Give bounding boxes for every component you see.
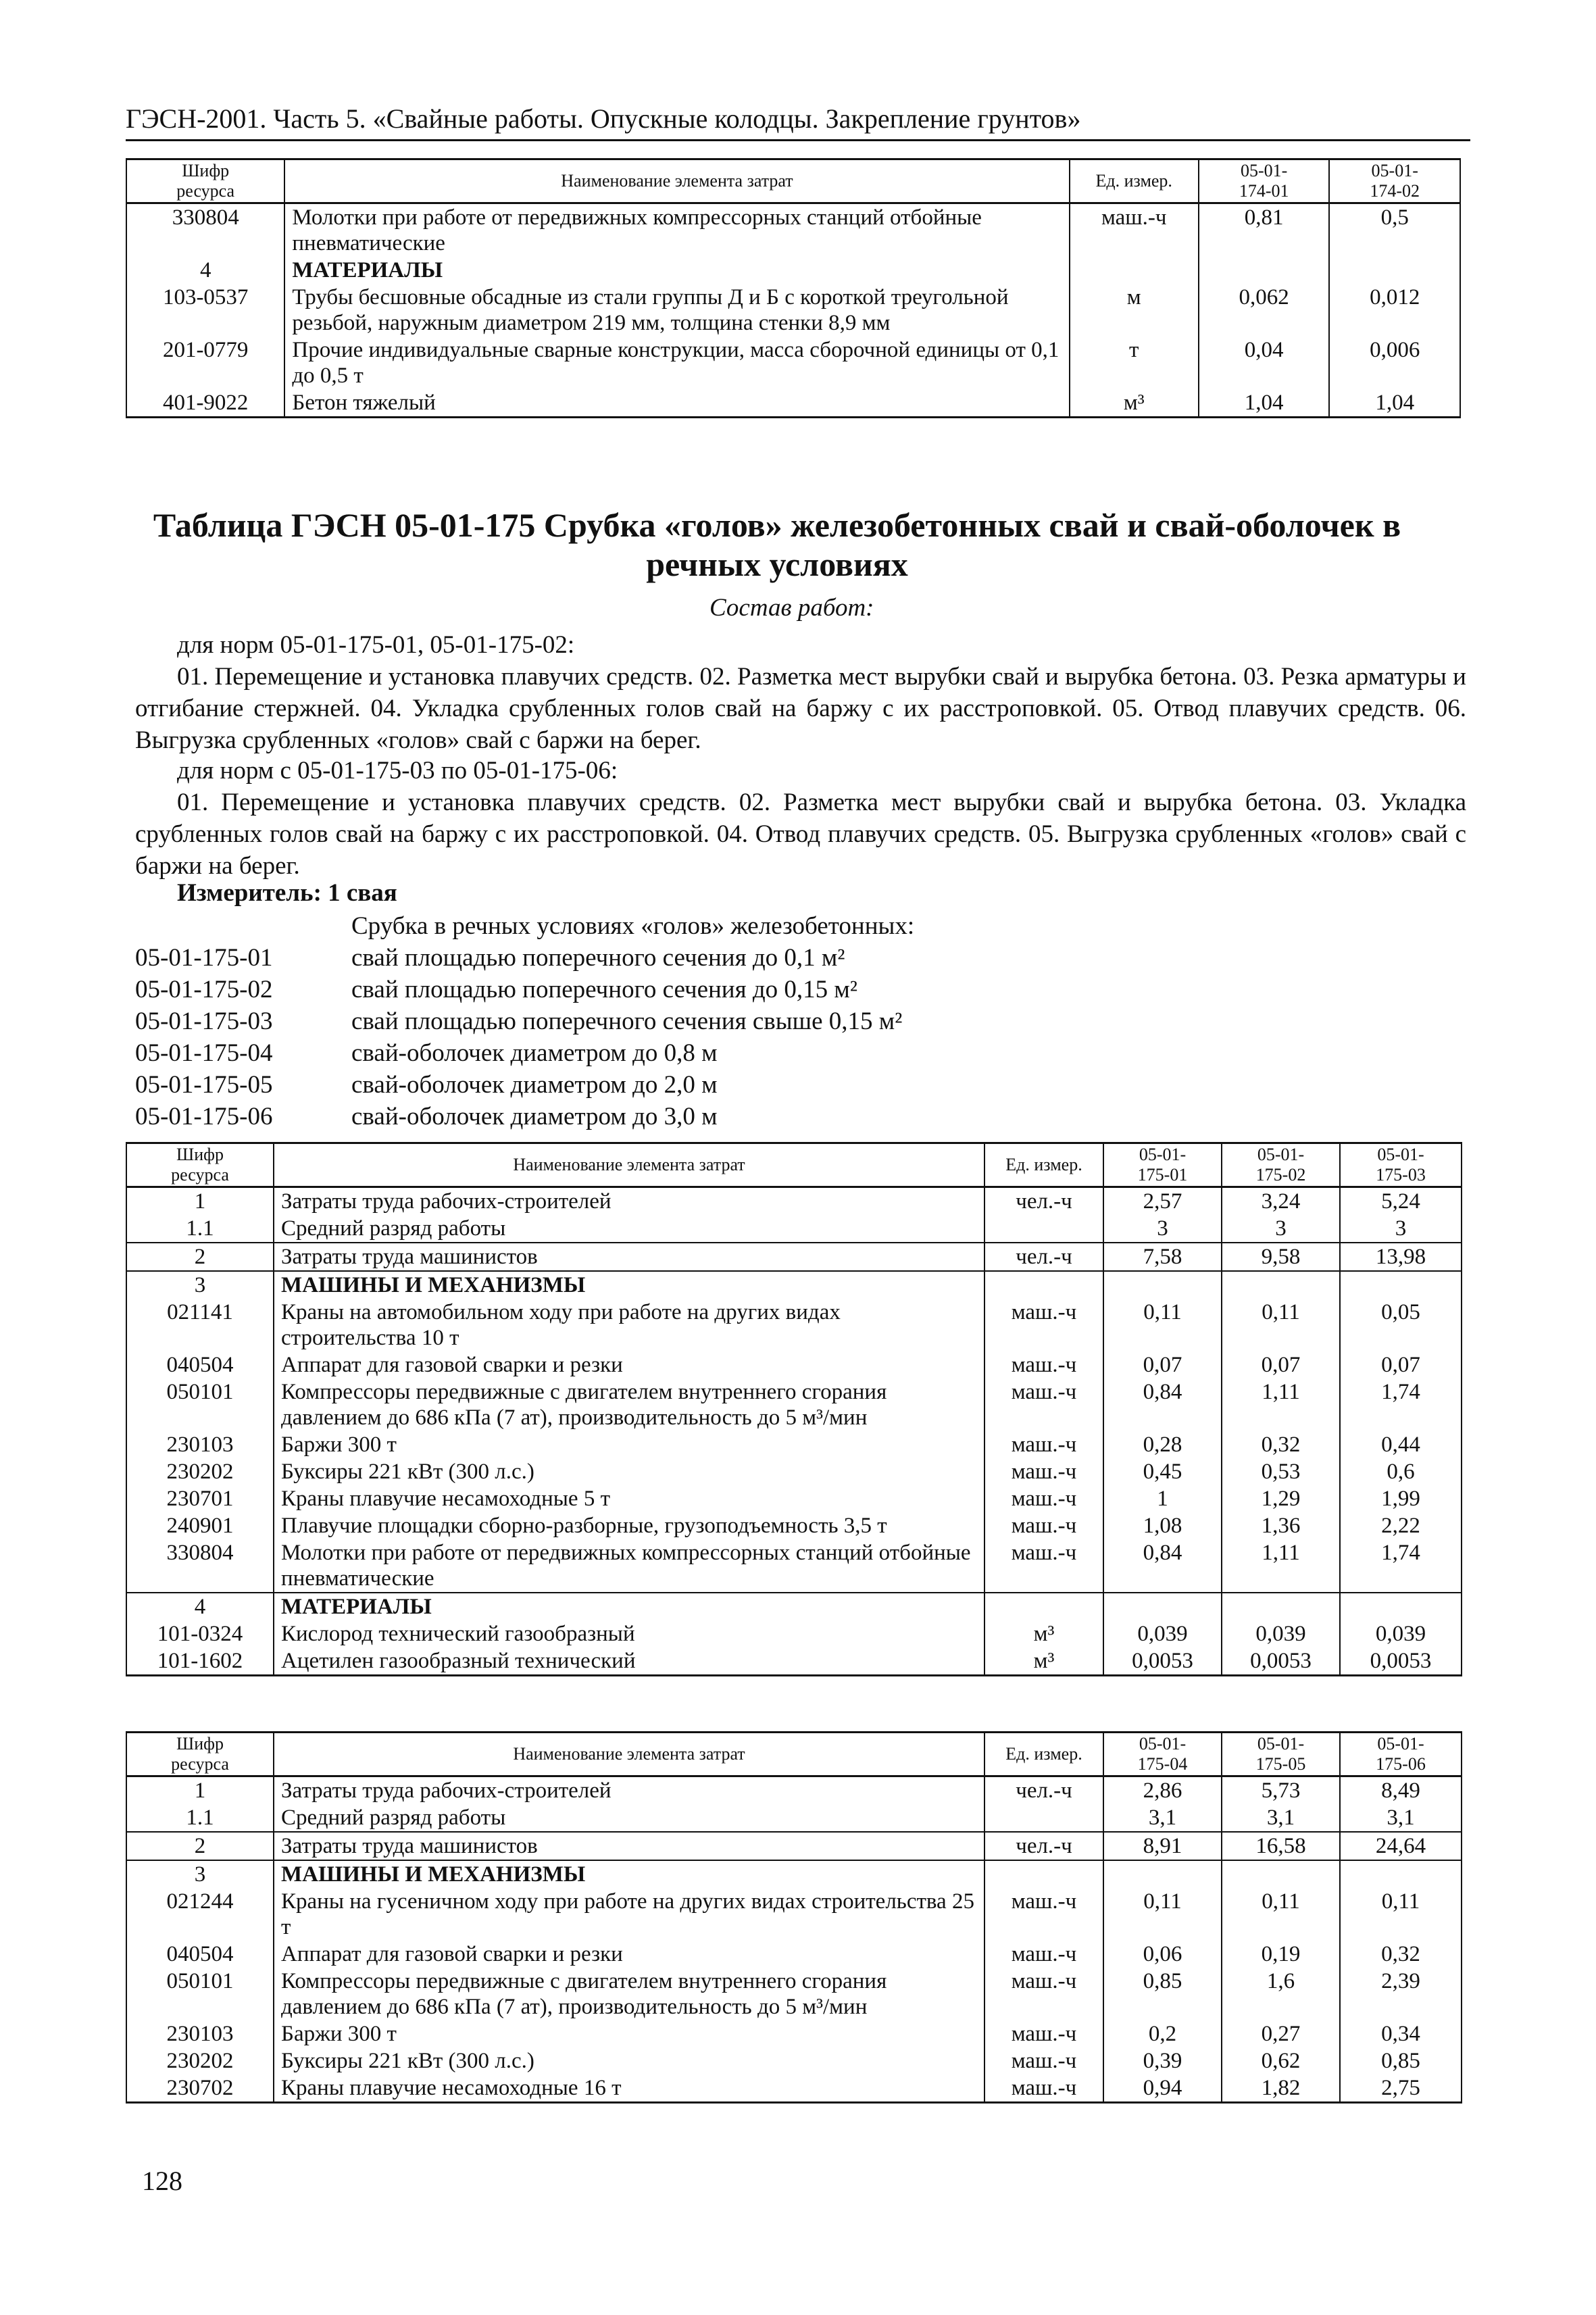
value-cell: 0,0053 <box>1222 1647 1340 1676</box>
unit-cell: чел.-ч <box>984 1776 1103 1805</box>
section-row <box>126 257 1460 284</box>
unit-cell: чел.-ч <box>984 1187 1103 1216</box>
element-name: Трубы бесшовные обсадные из стали группы Д и Б с короткой треугольной резьбой, наружным диаметром 219 мм, толщина стенки 8,9 мм <box>284 284 1069 337</box>
unit-cell: м³ <box>984 1647 1103 1676</box>
header-element-name: Наименование элемента затрат <box>274 1733 984 1776</box>
table-row <box>126 337 1460 389</box>
table-row <box>126 1485 1462 1512</box>
norm-code: 05-01-175-05 <box>135 1071 273 1099</box>
element-name: Компрессоры передвижные с двигателем внутреннего сгорания давлением до 686 кПа (7 ат), производительность до 5 м³/мин <box>274 1378 984 1431</box>
element-name: МАШИНЫ И МЕХАНИЗМЫ <box>274 1271 984 1299</box>
unit-cell: м <box>1070 284 1199 337</box>
unit-cell: маш.-ч <box>984 2047 1103 2074</box>
norms-list <box>135 942 902 1132</box>
value-cell: 0,039 <box>1222 1620 1340 1647</box>
resource-code: 401-9022 <box>126 389 284 418</box>
table-row <box>126 1776 1462 1805</box>
work-composition-label: Состав работ: <box>709 594 874 622</box>
value-cell: 0,62 <box>1222 2047 1340 2074</box>
header-text: 175-01 <box>1137 1165 1188 1185</box>
value-cell <box>1340 1593 1462 1620</box>
header-text: 05-01- <box>1371 161 1418 180</box>
header-rule <box>126 139 1470 141</box>
resource-code: 101-0324 <box>126 1620 274 1647</box>
value-cell <box>1340 1860 1462 1888</box>
value-cell <box>1329 257 1460 284</box>
header-text: 175-03 <box>1376 1165 1426 1185</box>
value-cell: 0,062 <box>1199 284 1330 337</box>
norm-code: 05-01-175-01 <box>135 944 273 972</box>
norm-code: 05-01-175-04 <box>135 1039 273 1067</box>
header-element-name: Наименование элемента затрат <box>274 1143 984 1187</box>
table-header-row <box>126 1733 1462 1776</box>
element-name: Краны на гусеничном ходу при работе на других видах строительства 25 т <box>274 1888 984 1941</box>
value-cell: 2,39 <box>1340 1968 1462 2020</box>
table-row <box>126 1941 1462 1968</box>
value-cell: 3,24 <box>1222 1187 1340 1216</box>
value-cell: 0,11 <box>1340 1888 1462 1941</box>
value-cell: 3,1 <box>1103 1804 1222 1832</box>
resource-table-174 <box>126 158 1461 418</box>
value-cell: 0,11 <box>1222 1888 1340 1941</box>
table-row <box>126 284 1460 337</box>
element-name: МАТЕРИАЛЫ <box>284 257 1069 284</box>
value-cell: 1,08 <box>1103 1512 1222 1539</box>
element-name: Затраты труда машинистов <box>274 1832 984 1860</box>
table-header-row <box>126 159 1460 203</box>
value-cell: 0,85 <box>1340 2047 1462 2074</box>
value-cell: 1,6 <box>1222 1968 1340 2020</box>
value-cell: 0,006 <box>1329 337 1460 389</box>
element-name: Баржи 300 т <box>274 2020 984 2047</box>
value-cell: 0,6 <box>1340 1458 1462 1485</box>
header-text: 05-01- <box>1377 1145 1424 1164</box>
value-cell: 0,27 <box>1222 2020 1340 2047</box>
resource-code: 3 <box>126 1271 274 1299</box>
table-row <box>126 1351 1462 1378</box>
section-row <box>126 1271 1462 1299</box>
table-row <box>126 1968 1462 2020</box>
header-text: 174-01 <box>1239 181 1289 201</box>
resource-code: 330804 <box>126 203 284 257</box>
resource-code: 103-0537 <box>126 284 284 337</box>
value-cell: 0,07 <box>1222 1351 1340 1378</box>
unit-cell: маш.-ч <box>984 2020 1103 2047</box>
table-row <box>126 1378 1462 1431</box>
norm-item <box>135 974 902 1005</box>
resource-code: 2 <box>126 1243 274 1271</box>
element-name: Аппарат для газовой сварки и резки <box>274 1351 984 1378</box>
table-row <box>126 1187 1462 1216</box>
unit-cell: маш.-ч <box>984 1968 1103 2020</box>
value-cell: 0,84 <box>1103 1539 1222 1593</box>
running-header: ГЭСН-2001. Часть 5. «Свайные работы. Опускные колодцы. Закрепление грунтов» <box>126 103 1081 134</box>
header-resource-code <box>126 1143 274 1187</box>
value-cell: 0,53 <box>1222 1458 1340 1485</box>
resource-code: 3 <box>126 1860 274 1888</box>
norms-group1-text: 01. Перемещение и установка плавучих средств. 02. Разметка мест вырубки свай и вырубка бетона. 03. Резка арматуры и отгибание стержней. 04. Укладка срубленных голов свай на баржу с их расстроповкой. 05. Отвод плавучих средств. 06. Выгрузка срубленных «голов» свай с баржи на берег. <box>135 663 1466 754</box>
value-cell: 0,04 <box>1199 337 1330 389</box>
value-cell: 24,64 <box>1340 1832 1462 1860</box>
value-cell: 2,86 <box>1103 1776 1222 1805</box>
table-row <box>126 1647 1462 1676</box>
value-cell: 1,74 <box>1340 1378 1462 1431</box>
value-cell: 0,44 <box>1340 1431 1462 1458</box>
table-row <box>126 2074 1462 2103</box>
resource-code: 050101 <box>126 1968 274 2020</box>
unit-cell <box>984 1860 1103 1888</box>
value-cell: 0,5 <box>1329 203 1460 257</box>
table-row <box>126 2020 1462 2047</box>
table-row <box>126 203 1460 257</box>
table-header-row <box>126 1143 1462 1187</box>
value-cell: 5,24 <box>1340 1187 1462 1216</box>
header-text: 05-01- <box>1257 1734 1305 1753</box>
norm-description: свай-оболочек диаметром до 0,8 м <box>351 1039 718 1067</box>
resource-code: 240901 <box>126 1512 274 1539</box>
table-row <box>126 1243 1462 1271</box>
header-text: Шифр <box>176 1734 224 1753</box>
resource-code: 230202 <box>126 2047 274 2074</box>
element-name: МАШИНЫ И МЕХАНИЗМЫ <box>274 1860 984 1888</box>
resource-code: 101-1602 <box>126 1647 274 1676</box>
value-cell <box>1103 1271 1222 1299</box>
value-cell: 9,58 <box>1222 1243 1340 1271</box>
unit-cell: маш.-ч <box>984 1888 1103 1941</box>
value-cell: 0,39 <box>1103 2047 1222 2074</box>
norm-description: свай площадью поперечного сечения свыше 0,15 м² <box>351 1007 903 1035</box>
resource-table-175-b <box>126 1731 1462 2104</box>
norm-code: 05-01-175-06 <box>135 1103 273 1130</box>
resource-code: 330804 <box>126 1539 274 1593</box>
resource-code: 040504 <box>126 1941 274 1968</box>
element-name: Буксиры 221 кВт (300 л.с.) <box>274 2047 984 2074</box>
value-cell: 1,04 <box>1329 389 1460 418</box>
value-cell: 16,58 <box>1222 1832 1340 1860</box>
value-cell: 0,94 <box>1103 2074 1222 2103</box>
unit-cell: маш.-ч <box>984 2074 1103 2103</box>
norm-item <box>135 1037 902 1069</box>
value-cell: 1,82 <box>1222 2074 1340 2103</box>
resource-code: 230702 <box>126 2074 274 2103</box>
norm-code: 05-01-175-03 <box>135 1007 273 1035</box>
value-cell: 1,29 <box>1222 1485 1340 1512</box>
header-text: 05-01- <box>1139 1734 1187 1753</box>
element-name: Аппарат для газовой сварки и резки <box>274 1941 984 1968</box>
value-cell: 0,34 <box>1340 2020 1462 2047</box>
table-row <box>126 1888 1462 1941</box>
table-row <box>126 1299 1462 1351</box>
value-cell: 2,57 <box>1103 1187 1222 1216</box>
norm-item <box>135 1005 902 1037</box>
norm-code: 05-01-175-02 <box>135 976 273 1003</box>
header-norm-code <box>1222 1733 1340 1776</box>
header-text: 05-01- <box>1377 1734 1424 1753</box>
value-cell <box>1340 1271 1462 1299</box>
value-cell <box>1222 1271 1340 1299</box>
unit-cell: маш.-ч <box>984 1431 1103 1458</box>
header-norm-code <box>1103 1143 1222 1187</box>
value-cell: 0,11 <box>1103 1888 1222 1941</box>
element-name: Буксиры 221 кВт (300 л.с.) <box>274 1458 984 1485</box>
norm-item <box>135 1069 902 1101</box>
norms-group2-label: для норм с 05-01-175-03 по 05-01-175-06: <box>177 757 618 785</box>
resource-table-175-a <box>126 1142 1462 1676</box>
header-text: 05-01- <box>1241 161 1288 180</box>
value-cell: 0,19 <box>1222 1941 1340 1968</box>
table-row <box>126 1832 1462 1860</box>
resource-code: 1.1 <box>126 1804 274 1832</box>
table-row <box>126 389 1460 418</box>
header-text: 175-02 <box>1255 1165 1306 1185</box>
element-name: Плавучие площадки сборно-разборные, грузоподъемность 3,5 т <box>274 1512 984 1539</box>
header-text: 174-02 <box>1370 181 1420 201</box>
unit-cell: м³ <box>1070 389 1199 418</box>
header-norm-code <box>1340 1143 1462 1187</box>
resource-code: 4 <box>126 257 284 284</box>
norms-group2-text: 01. Перемещение и установка плавучих средств. 02. Разметка мест вырубки свай и вырубка бетона. 03. Укладка срубленных голов свай на баржу с их расстроповкой. 04. Отвод плавучих средств. 05. Выгрузка срубленных «голов» свай с баржи на берег. <box>135 789 1466 880</box>
value-cell: 0,32 <box>1222 1431 1340 1458</box>
unit-cell: маш.-ч <box>984 1539 1103 1593</box>
element-name: Молотки при работе от передвижных компрессорных станций отбойные пневматические <box>284 203 1069 257</box>
unit-cell: маш.-ч <box>984 1378 1103 1431</box>
header-unit: Ед. измер. <box>1070 159 1199 203</box>
value-cell <box>1103 1593 1222 1620</box>
value-cell: 2,75 <box>1340 2074 1462 2103</box>
header-text: 05-01- <box>1257 1145 1305 1164</box>
unit-cell: чел.-ч <box>984 1243 1103 1271</box>
resource-code: 040504 <box>126 1351 274 1378</box>
table-row <box>126 1620 1462 1647</box>
unit-cell <box>984 1804 1103 1832</box>
resource-code: 1 <box>126 1776 274 1805</box>
resource-code: 2 <box>126 1832 274 1860</box>
value-cell: 1,36 <box>1222 1512 1340 1539</box>
header-text: Шифр <box>176 1145 224 1164</box>
header-resource-code <box>126 159 284 203</box>
element-name: Кислород технический газообразный <box>274 1620 984 1647</box>
header-norm-code <box>1329 159 1460 203</box>
value-cell: 8,91 <box>1103 1832 1222 1860</box>
table-row <box>126 1215 1462 1243</box>
header-element-name: Наименование элемента затрат <box>284 159 1069 203</box>
unit-cell: маш.-ч <box>984 1458 1103 1485</box>
table-row <box>126 1804 1462 1832</box>
unit-cell <box>1070 257 1199 284</box>
value-cell: 7,58 <box>1103 1243 1222 1271</box>
element-name: Баржи 300 т <box>274 1431 984 1458</box>
element-name: Краны на автомобильном ходу при работе на других видах строительства 10 т <box>274 1299 984 1351</box>
value-cell: 0,84 <box>1103 1378 1222 1431</box>
value-cell: 0,07 <box>1103 1351 1222 1378</box>
value-cell: 5,73 <box>1222 1776 1340 1805</box>
value-cell: 0,07 <box>1340 1351 1462 1378</box>
resource-code: 1.1 <box>126 1215 274 1243</box>
unit-cell: маш.-ч <box>984 1299 1103 1351</box>
value-cell: 3 <box>1103 1215 1222 1243</box>
resource-code: 050101 <box>126 1378 274 1431</box>
value-cell: 1,74 <box>1340 1539 1462 1593</box>
value-cell: 0,32 <box>1340 1941 1462 1968</box>
value-cell: 1,11 <box>1222 1378 1340 1431</box>
section-row <box>126 1860 1462 1888</box>
value-cell: 0,012 <box>1329 284 1460 337</box>
unit-cell <box>984 1593 1103 1620</box>
value-cell <box>1103 1860 1222 1888</box>
table-title: Таблица ГЭСН 05-01-175 Срубка «голов» железобетонных свай и свай-оболочек в речных условиях <box>153 506 1401 583</box>
norm-description: свай площадью поперечного сечения до 0,15 м² <box>351 976 857 1003</box>
value-cell: 0,85 <box>1103 1968 1222 2020</box>
value-cell <box>1222 1593 1340 1620</box>
norms-intro: Срубка в речных условиях «голов» железобетонных: <box>351 912 915 940</box>
header-text: ресурса <box>171 1165 229 1185</box>
header-unit: Ед. измер. <box>984 1143 1103 1187</box>
element-name: Затраты труда рабочих-строителей <box>274 1776 984 1805</box>
norm-description: свай площадью поперечного сечения до 0,1 м² <box>351 944 845 972</box>
value-cell: 13,98 <box>1340 1243 1462 1271</box>
unit-cell: маш.-ч <box>984 1351 1103 1378</box>
header-text: ресурса <box>176 181 235 201</box>
table-row <box>126 1458 1462 1485</box>
value-cell: 0,05 <box>1340 1299 1462 1351</box>
norms-group1-label: для норм 05-01-175-01, 05-01-175-02: <box>177 631 575 659</box>
unit-cell: м³ <box>984 1620 1103 1647</box>
header-norm-code <box>1199 159 1330 203</box>
element-name: МАТЕРИАЛЫ <box>274 1593 984 1620</box>
value-cell: 2,22 <box>1340 1512 1462 1539</box>
resource-code: 021244 <box>126 1888 274 1941</box>
resource-code: 201-0779 <box>126 337 284 389</box>
resource-code: 4 <box>126 1593 274 1620</box>
value-cell: 8,49 <box>1340 1776 1462 1805</box>
resource-code: 021141 <box>126 1299 274 1351</box>
element-name: Средний разряд работы <box>274 1804 984 1832</box>
element-name: Бетон тяжелый <box>284 389 1069 418</box>
value-cell: 0,81 <box>1199 203 1330 257</box>
measure-unit: Измеритель: 1 свая <box>177 879 397 907</box>
element-name: Прочие индивидуальные сварные конструкции, масса сборочной единицы от 0,1 до 0,5 т <box>284 337 1069 389</box>
element-name: Краны плавучие несамоходные 16 т <box>274 2074 984 2103</box>
table-row <box>126 1539 1462 1593</box>
value-cell: 0,0053 <box>1340 1647 1462 1676</box>
value-cell: 1,11 <box>1222 1539 1340 1593</box>
value-cell: 1,04 <box>1199 389 1330 418</box>
unit-cell <box>984 1215 1103 1243</box>
header-text: 175-06 <box>1376 1754 1426 1774</box>
table-row <box>126 1431 1462 1458</box>
resource-code: 230202 <box>126 1458 274 1485</box>
header-norm-code <box>1103 1733 1222 1776</box>
resource-code: 230103 <box>126 1431 274 1458</box>
value-cell: 3,1 <box>1340 1804 1462 1832</box>
value-cell: 0,45 <box>1103 1458 1222 1485</box>
element-name: Молотки при работе от передвижных компрессорных станций отбойные пневматические <box>274 1539 984 1593</box>
element-name: Средний разряд работы <box>274 1215 984 1243</box>
norm-description: свай-оболочек диаметром до 3,0 м <box>351 1103 718 1130</box>
section-row <box>126 1593 1462 1620</box>
element-name: Компрессоры передвижные с двигателем внутреннего сгорания давлением до 686 кПа (7 ат), производительность до 5 м³/мин <box>274 1968 984 2020</box>
norm-item <box>135 1101 902 1132</box>
value-cell: 0,039 <box>1340 1620 1462 1647</box>
unit-cell: чел.-ч <box>984 1832 1103 1860</box>
header-text: Шифр <box>182 161 230 180</box>
unit-cell <box>984 1271 1103 1299</box>
header-text: 175-05 <box>1255 1754 1306 1774</box>
value-cell <box>1199 257 1330 284</box>
unit-cell: т <box>1070 337 1199 389</box>
resource-code: 1 <box>126 1187 274 1216</box>
value-cell: 0,11 <box>1103 1299 1222 1351</box>
unit-cell: маш.-ч <box>984 1941 1103 1968</box>
header-resource-code <box>126 1733 274 1776</box>
header-norm-code <box>1222 1143 1340 1187</box>
unit-cell: маш.-ч <box>984 1485 1103 1512</box>
value-cell: 0,28 <box>1103 1431 1222 1458</box>
norm-description: свай-оболочек диаметром до 2,0 м <box>351 1071 718 1099</box>
header-unit: Ед. измер. <box>984 1733 1103 1776</box>
value-cell: 0,06 <box>1103 1941 1222 1968</box>
value-cell: 3 <box>1222 1215 1340 1243</box>
header-text: ресурса <box>171 1754 229 1774</box>
header-norm-code <box>1340 1733 1462 1776</box>
table-row <box>126 1512 1462 1539</box>
value-cell: 0,11 <box>1222 1299 1340 1351</box>
element-name: Затраты труда машинистов <box>274 1243 984 1271</box>
header-text: 175-04 <box>1137 1754 1188 1774</box>
value-cell: 0,0053 <box>1103 1647 1222 1676</box>
value-cell: 1,99 <box>1340 1485 1462 1512</box>
element-name: Краны плавучие несамоходные 5 т <box>274 1485 984 1512</box>
unit-cell: маш.-ч <box>1070 203 1199 257</box>
unit-cell: маш.-ч <box>984 1512 1103 1539</box>
value-cell: 3 <box>1340 1215 1462 1243</box>
value-cell: 1 <box>1103 1485 1222 1512</box>
header-text: 05-01- <box>1139 1145 1187 1164</box>
value-cell <box>1222 1860 1340 1888</box>
value-cell: 0,2 <box>1103 2020 1222 2047</box>
table-row <box>126 2047 1462 2074</box>
page-number: 128 <box>142 2166 182 2196</box>
value-cell: 3,1 <box>1222 1804 1340 1832</box>
resource-code: 230701 <box>126 1485 274 1512</box>
element-name: Затраты труда рабочих-строителей <box>274 1187 984 1216</box>
norm-item <box>135 942 902 974</box>
value-cell: 0,039 <box>1103 1620 1222 1647</box>
resource-code: 230103 <box>126 2020 274 2047</box>
element-name: Ацетилен газообразный технический <box>274 1647 984 1676</box>
